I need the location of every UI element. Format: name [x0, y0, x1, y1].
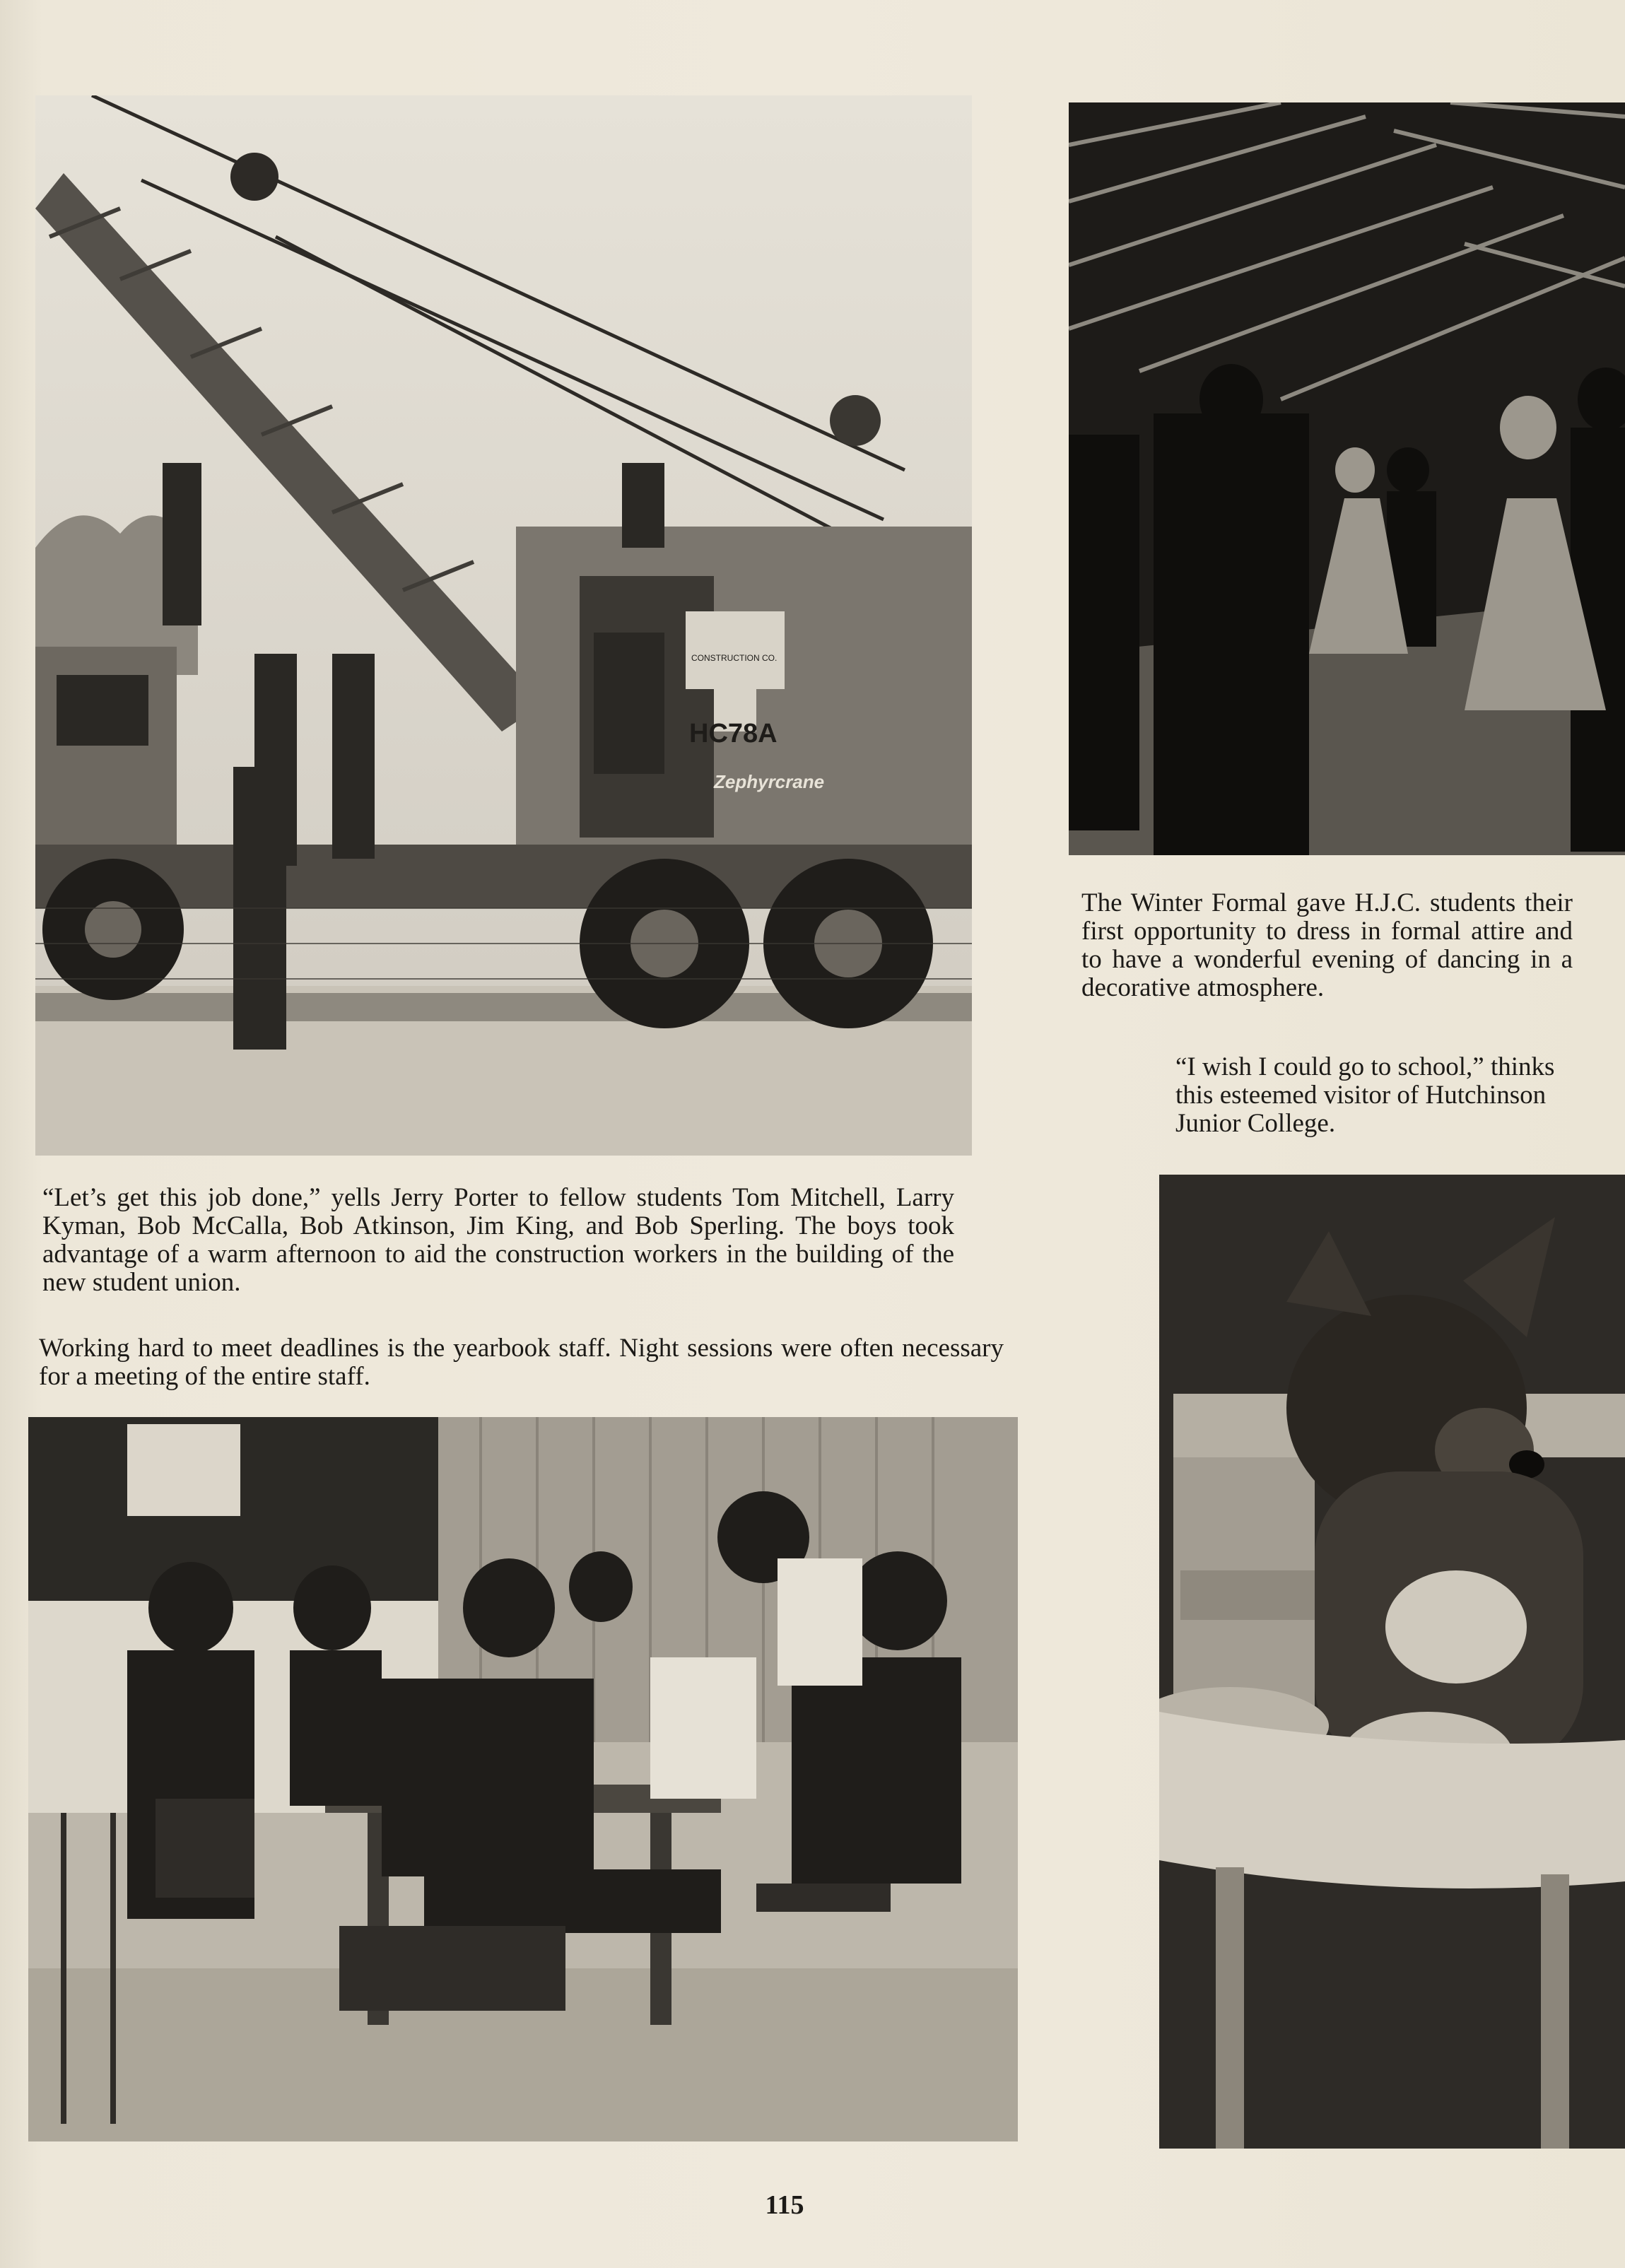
- yearbook-staff-photo: [28, 1417, 1018, 2141]
- crane-caption: “Let’s get this job done,” yells Jerry Porter to fellow students Tom Mitchell, Larry Kyman, Bob McCalla, Bob Atkinson, Jim King, and Bob Sperling. The boys took advantage of a warm afternoon to aid the construction workers in the building of the new student union.: [42, 1183, 954, 1297]
- formal-caption: The Winter Formal gave H.J.C. students their first opportunity to dress in formal attire and to have a wonderful evening of dancing in a decorative atmosphere.: [1081, 888, 1573, 1002]
- crane-model-text: HC78A: [689, 719, 778, 748]
- yearbook-caption: Working hard to meet deadlines is the yearbook staff. Night sessions were often necessary for a meeting of the entire staff.: [39, 1334, 1004, 1391]
- dog-caption: “I wish I could go to school,” thinks this esteemed visitor of Hutchinson Junior College.: [1175, 1052, 1555, 1138]
- dog-photo: [1159, 1175, 1625, 2149]
- page-number: 115: [765, 2190, 804, 2220]
- crane-company-text: CONSTRUCTION CO.: [691, 653, 778, 663]
- winter-formal-photo: [1069, 102, 1625, 855]
- crane-brand-text: Zephyrcrane: [714, 771, 825, 792]
- crane-photo: [35, 95, 972, 1156]
